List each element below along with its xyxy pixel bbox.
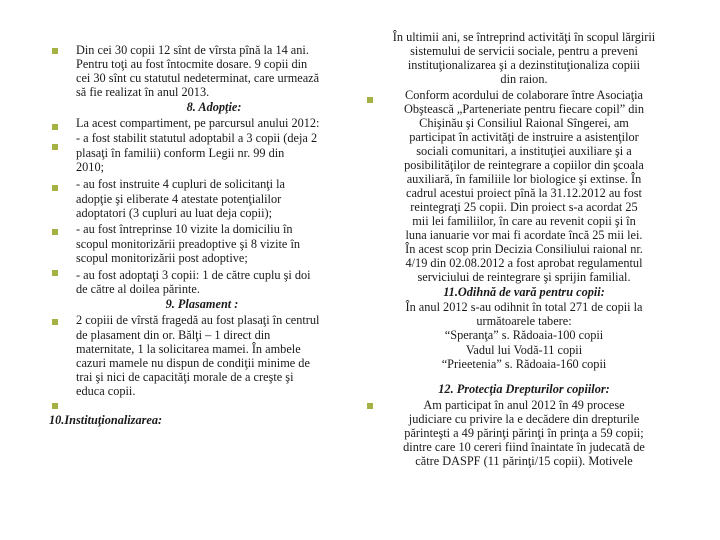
left-text-line: - a fost stabilit statutul adoptabil a 3 copii (deja 2 bbox=[76, 131, 318, 145]
left-text-line: adoptatori (3 cupluri au luat deja copii); bbox=[76, 206, 272, 220]
left-text-line: să fie realizat în anul 2013. bbox=[76, 85, 210, 99]
left-text-line: Din cei 30 copii 12 sînt de vîrsta pînă la 14 ani. bbox=[76, 43, 309, 57]
bullet-square-icon bbox=[367, 403, 373, 409]
left-text-line: cei 30 sînt cu statutul nedeterminat, care urmează bbox=[76, 71, 320, 85]
right-text-line: sociali comunitari, a instituţiei auxiliare şi a bbox=[416, 144, 632, 158]
left-text-line: Pentru toţi au fost întocmite dosare. 9 copii din bbox=[76, 57, 308, 71]
left-text-line: cazuri mamele nu dispun de condiţii minime de bbox=[76, 356, 310, 370]
right-text-line: luna ianuarie vor mai fi acordate încă 25 mii lei. bbox=[405, 228, 643, 242]
left-text-line: 2 copiii de vîrstă fragedă au fost plasaţi în centrul bbox=[76, 313, 320, 327]
right-text-line: sistemului de servicii sociale, pentru a preveni bbox=[410, 44, 638, 58]
right-text-line: părinteşti a 49 părinţi părinţi în prinţa a 59 copii; bbox=[404, 426, 644, 440]
bullet-square-icon bbox=[367, 97, 373, 103]
left-text-line: de către al doilea părinte. bbox=[76, 282, 200, 296]
bullet-square-icon bbox=[52, 144, 58, 150]
right-text-line: auxiliară, în familiile lor biologice şi extinse. În bbox=[406, 172, 642, 186]
left-text-line: maternitate, 1 la solicitarea mamei. În ambele bbox=[76, 342, 301, 356]
left-text-line: plasaţi în familii) conform Legii nr. 99 din bbox=[76, 146, 285, 160]
left-text-line: - au fost adoptaţi 3 copii: 1 de către cuplu şi doi bbox=[76, 268, 311, 282]
left-text-line: 2010; bbox=[76, 160, 105, 174]
right-text-line: În anul 2012 s-au odihnit în total 271 de copii la bbox=[405, 300, 643, 314]
right-heading: 11.Odihnă de vară pentru copii: bbox=[443, 285, 605, 299]
right-text-line: În acest scop prin Decizia Consiliului raional nr. bbox=[405, 242, 643, 256]
right-text-line: Am participat în anul 2012 în 49 procese bbox=[423, 398, 625, 412]
right-text-line: “Speranţa” s. Rădoaia-100 copii bbox=[444, 328, 604, 342]
bullet-square-icon bbox=[52, 403, 58, 409]
right-text-line: posibilităţilor de reintegrare a copiilor din şcoala bbox=[404, 158, 644, 172]
left-text-line: educa copii. bbox=[76, 384, 136, 398]
left-text-line: de plasament din or. Bălţi – 1 direct din bbox=[76, 328, 271, 342]
right-text-line: 4/19 din 02.08.2012 a fost aprobat regulamentul bbox=[405, 256, 643, 270]
right-text-line: Vadul lui Vodă-11 copii bbox=[465, 343, 583, 357]
left-text-line: - au fost întreprinse 10 vizite la domiciliu în bbox=[76, 222, 293, 236]
right-text-line: Chişinău şi Consiliul Raional Sîngerei, am bbox=[419, 116, 629, 130]
right-text-line: dintre care 10 cereri fiind înaintate în judecată de bbox=[403, 440, 645, 454]
bullet-square-icon bbox=[52, 229, 58, 235]
left-text-line: scopul monitorizării preadoptive şi 8 vizite în bbox=[76, 237, 301, 251]
right-text-line: Conform acordului de colaborare între Asociaţia bbox=[405, 88, 643, 102]
right-text-line: participat în activităţi de instruire a asistenţilor bbox=[409, 130, 639, 144]
left-heading: 9. Plasament : bbox=[165, 297, 239, 311]
right-text-line: reintegraţi 25 copii. Din proiect s-a acordat 25 bbox=[410, 200, 638, 214]
right-text-line: cadrul acestui proiect pînă la 31.12.2012 au fost bbox=[406, 186, 642, 200]
right-text-line: către DASPF (11 părinţi/15 copii). Motivele bbox=[415, 454, 633, 468]
left-heading: 10.Instituţionalizarea: bbox=[49, 413, 163, 427]
left-text-line: - au fost instruite 4 cupluri de solicitanţi la bbox=[76, 177, 285, 191]
right-text-line: În ultimii ani, se întreprind activităţi în scopul lărgirii bbox=[392, 30, 656, 44]
right-text-line: judiciare cu privire la e decădere din drepturile bbox=[408, 412, 640, 426]
right-text-line: Obştească „Parteneriate pentru fiecare copil” din bbox=[403, 102, 645, 116]
bullet-square-icon bbox=[52, 185, 58, 191]
left-text-line: scopul monitorizării post adoptive; bbox=[76, 251, 248, 265]
right-heading: 12. Protecţia Drepturilor copiilor: bbox=[438, 382, 610, 396]
left-text-line: trai şi nici de capacităţi morale de a creşte şi bbox=[76, 370, 294, 384]
left-heading: 8. Adopţie: bbox=[186, 100, 242, 114]
left-text-line: La acest compartiment, pe parcursul anului 2012: bbox=[76, 116, 320, 130]
right-text-line: mii lei familiilor, în care au revenit copii şi în bbox=[412, 214, 636, 228]
bullet-square-icon bbox=[52, 124, 58, 130]
bullet-square-icon bbox=[52, 48, 58, 54]
right-text-line: “Prieetenia” s. Rădoaia-160 copii bbox=[441, 357, 607, 371]
bullet-square-icon bbox=[52, 270, 58, 276]
right-text-line: din raion. bbox=[500, 72, 548, 86]
right-text-line: instituţionalizarea şi a dezinstituţionaliza copiii bbox=[407, 58, 641, 72]
bullet-square-icon bbox=[52, 319, 58, 325]
left-text-line: adopţie şi eliberate 4 atestate potenţialilor bbox=[76, 192, 282, 206]
right-text-line: serviciului de reintegrare şi sprijin familial. bbox=[417, 270, 631, 284]
right-text-line: următoarele tabere: bbox=[476, 314, 572, 328]
